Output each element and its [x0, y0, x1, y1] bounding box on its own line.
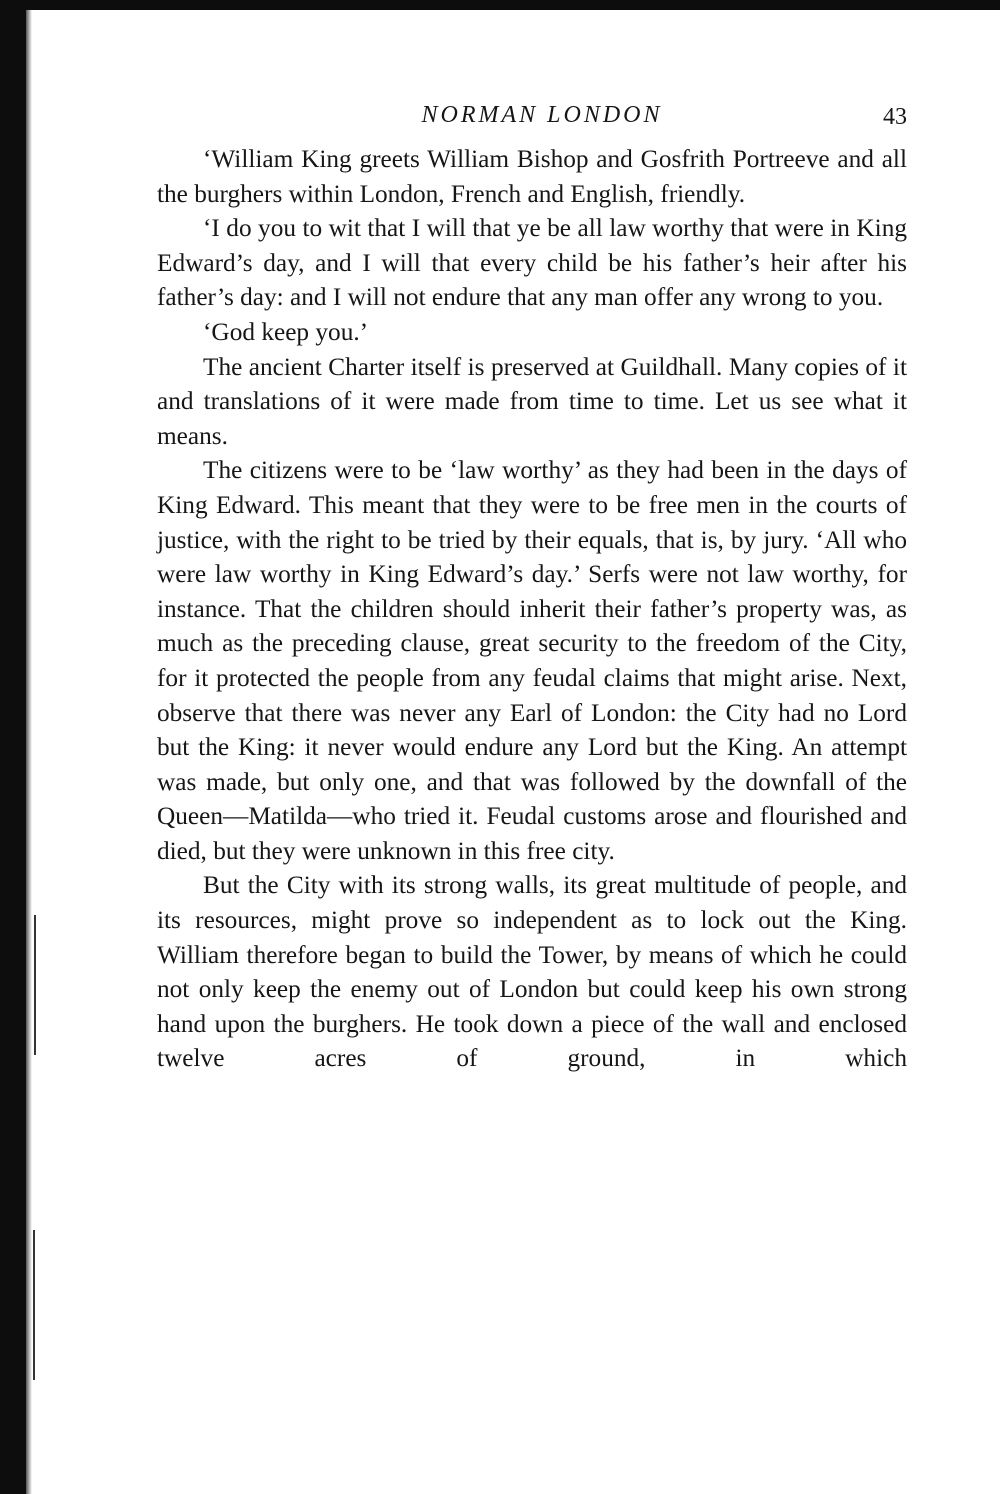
paragraph: The ancient Charter itself is preserved at Guildhall. Many copies of it and translations of it were made from time to time. Let us see what it means.	[157, 352, 907, 450]
scan-top-border	[0, 0, 1000, 10]
margin-mark	[33, 1230, 35, 1380]
paragraph: But the City with its strong walls, its great multitude of people, and its resources, might prove so independent as to lock out the King. William therefore began to build the Tower, by means of which he could not only keep the enemy out of London but could keep his own strong hand upon the burghers. He took down a piece of the wall and enclosed twelve acres of ground, in which	[157, 871, 907, 1073]
scan-gutter-shadow	[26, 10, 32, 1494]
margin-mark	[34, 915, 36, 1055]
page-number: 43	[883, 104, 907, 130]
running-title: NORMAN LONDON	[421, 102, 663, 128]
running-head	[157, 98, 907, 142]
book-page	[157, 98, 907, 1076]
scan-left-border	[0, 0, 26, 1494]
paragraph: The citizens were to be ‘law worthy’ as they had been in the days of King Edward. This meant that they were to be free men in the courts of justice, with the right to be tried by their equals, that is, by jury. ‘All who were law worthy in King Edward’s day.’ Serfs were not law worthy, for instance. That the children should inherit their father’s property was, as much as the preceding clause, great security to the freedom of the City, for it protected the people from any feudal claims that might arise. Next, observe that there was never any Earl of London: the City had no Lord but the King: it never would endure any Lord but the King. An attempt was made, but only one, and that was followed by the downfall of the Queen—Matilda—who tried it. Feudal customs arose and flourished and died, but they were unknown in this free city.	[157, 456, 907, 865]
paragraph: ‘God keep you.’	[203, 317, 369, 346]
paragraph: ‘I do you to wit that I will that ye be all law worthy that were in King Edward’s day, and I will that every child be his father’s heir after his father’s day: and I will not endure that any man offer any wrong to you.	[157, 214, 907, 312]
paragraph: ‘William King greets William Bishop and Gosfrith Portreeve and all the burghers within London, French and English, friendly.	[157, 145, 907, 208]
